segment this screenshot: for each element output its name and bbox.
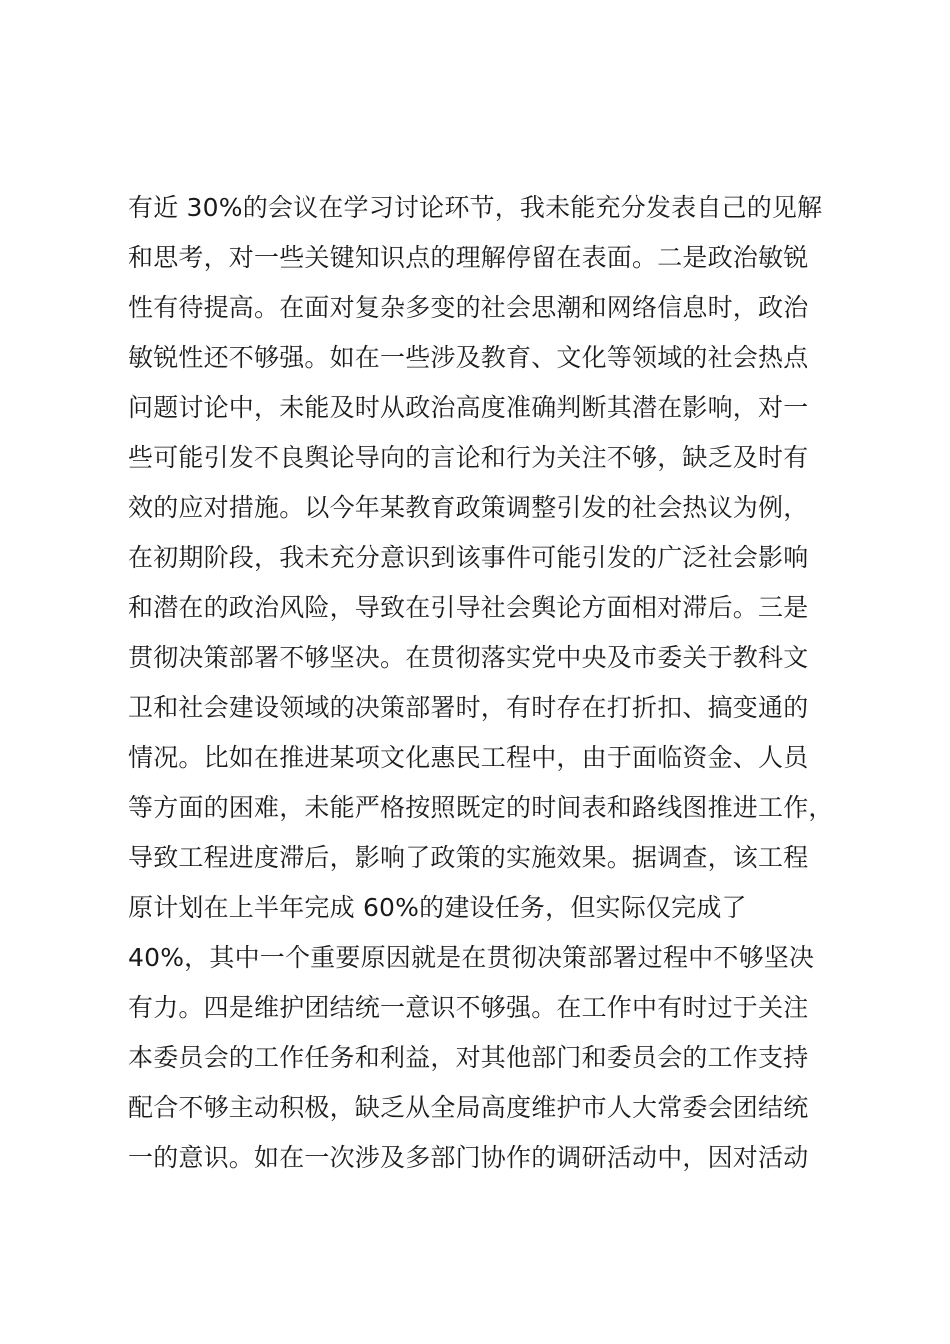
- text-line: 效的应对措施。以今年某教育政策调整引发的社会热议为例，: [128, 493, 809, 522]
- text-line: 些可能引发不良舆论导向的言论和行为关注不够，缺乏及时有: [128, 443, 809, 472]
- text-line: 原计划在上半年完成 60%的建设任务，但实际仅完成了: [128, 893, 747, 922]
- text-line: 和潜在的政治风险，导致在引导社会舆论方面相对滞后。三是: [128, 593, 809, 622]
- text-line: 性有待提高。在面对复杂多变的社会思潮和网络信息时，政治: [128, 293, 809, 322]
- text-line: 配合不够主动积极，缺乏从全局高度维护市人大常委会团结统: [128, 1093, 809, 1122]
- text-line: 有近 30%的会议在学习讨论环节，我未能充分发表自己的见解: [128, 193, 823, 222]
- text-line: 导致工程进度滞后，影响了政策的实施效果。据调查，该工程: [128, 843, 809, 872]
- text-line: 本委员会的工作任务和利益，对其他部门和委员会的工作支持: [128, 1043, 809, 1072]
- text-line: 情况。比如在推进某项文化惠民工程中，由于面临资金、人员: [128, 743, 809, 772]
- text-line: 一的意识。如在一次涉及多部门协作的调研活动中，因对活动: [128, 1143, 809, 1172]
- text-line: 问题讨论中，未能及时从政治高度准确判断其潜在影响，对一: [128, 393, 809, 422]
- text-line: 40%，其中一个重要原因就是在贯彻决策部署过程中不够坚决: [128, 943, 815, 972]
- body-paragraph: [128, 183, 848, 1183]
- text-line: 在初期阶段，我未充分意识到该事件可能引发的广泛社会影响: [128, 543, 809, 572]
- text-line: 和思考，对一些关键知识点的理解停留在表面。二是政治敏锐: [128, 243, 809, 272]
- text-line: 等方面的困难，未能严格按照既定的时间表和路线图推进工作，: [128, 793, 834, 822]
- text-line: 敏锐性还不够强。如在一些涉及教育、文化等领域的社会热点: [128, 343, 809, 372]
- text-line: 贯彻决策部署不够坚决。在贯彻落实党中央及市委关于教科文: [128, 643, 809, 672]
- text-line: 有力。四是维护团结统一意识不够强。在工作中有时过于关注: [128, 993, 809, 1022]
- text-line: 卫和社会建设领域的决策部署时，有时存在打折扣、搞变通的: [128, 693, 809, 722]
